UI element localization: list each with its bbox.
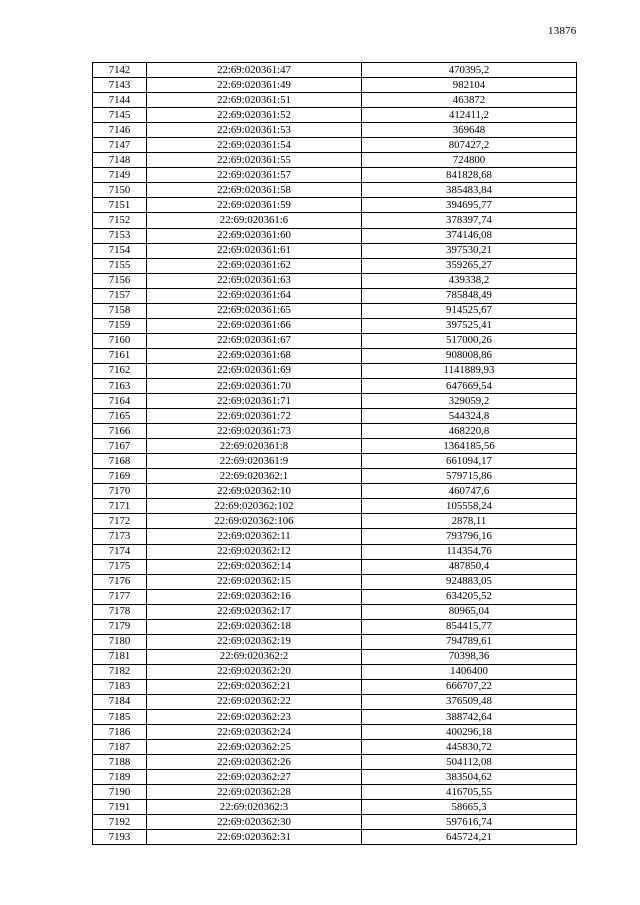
cadastral-number-cell: 22:69:020361:6 [147, 213, 362, 228]
row-number-cell: 7182 [93, 664, 147, 679]
cadastral-value-cell: 400296,18 [362, 725, 577, 740]
cadastral-number-cell: 22:69:020362:26 [147, 755, 362, 770]
row-number-cell: 7162 [93, 363, 147, 378]
cadastral-value-cell: 854415,77 [362, 619, 577, 634]
cadastral-value-cell: 58665,3 [362, 800, 577, 815]
cadastral-value-cell: 374146,08 [362, 228, 577, 243]
row-number-cell: 7189 [93, 770, 147, 785]
row-number-cell: 7152 [93, 213, 147, 228]
cadastral-value-cell: 369648 [362, 123, 577, 138]
cadastral-value-cell: 416705,55 [362, 785, 577, 800]
cadastral-value-cell: 378397,74 [362, 213, 577, 228]
row-number-cell: 7165 [93, 409, 147, 424]
cadastral-number-cell: 22:69:020362:22 [147, 694, 362, 709]
cadastral-value-cell: 114354,76 [362, 544, 577, 559]
row-number-cell: 7144 [93, 93, 147, 108]
cadastral-number-cell: 22:69:020362:12 [147, 544, 362, 559]
table-row [93, 634, 577, 649]
cadastral-number-cell: 22:69:020362:21 [147, 679, 362, 694]
cadastral-value-cell: 645724,21 [362, 830, 577, 845]
row-number-cell: 7156 [93, 273, 147, 288]
row-number-cell: 7153 [93, 228, 147, 243]
cadastral-value-cell: 445830,72 [362, 740, 577, 755]
table-row [93, 123, 577, 138]
row-number-cell: 7178 [93, 604, 147, 619]
table-row [93, 363, 577, 378]
cadastral-number-cell: 22:69:020361:64 [147, 288, 362, 303]
cadastral-number-cell: 22:69:020361:69 [147, 363, 362, 378]
table-row [93, 108, 577, 123]
table-row [93, 303, 577, 318]
cadastral-value-cell: 70398,36 [362, 649, 577, 664]
row-number-cell: 7157 [93, 288, 147, 303]
cadastral-value-cell: 661094,17 [362, 454, 577, 469]
cadastral-number-cell: 22:69:020361:59 [147, 198, 362, 213]
table-row [93, 454, 577, 469]
row-number-cell: 7143 [93, 78, 147, 93]
row-number-cell: 7171 [93, 499, 147, 514]
cadastral-number-cell: 22:69:020361:47 [147, 63, 362, 78]
row-number-cell: 7186 [93, 725, 147, 740]
table-row [93, 439, 577, 454]
cadastral-number-cell: 22:69:020362:18 [147, 619, 362, 634]
table-row [93, 183, 577, 198]
table-row [93, 213, 577, 228]
cadastral-number-cell: 22:69:020361:9 [147, 454, 362, 469]
table-row [93, 499, 577, 514]
cadastral-value-table [92, 62, 577, 845]
table-row [93, 198, 577, 213]
cadastral-number-cell: 22:69:020361:70 [147, 378, 362, 393]
cadastral-number-cell: 22:69:020362:14 [147, 559, 362, 574]
cadastral-number-cell: 22:69:020362:2 [147, 649, 362, 664]
cadastral-number-cell: 22:69:020361:67 [147, 333, 362, 348]
row-number-cell: 7161 [93, 348, 147, 363]
row-number-cell: 7149 [93, 168, 147, 183]
row-number-cell: 7166 [93, 424, 147, 439]
cadastral-value-cell: 463872 [362, 93, 577, 108]
row-number-cell: 7177 [93, 589, 147, 604]
row-number-cell: 7176 [93, 574, 147, 589]
table-body [93, 63, 577, 845]
table-row [93, 770, 577, 785]
row-number-cell: 7170 [93, 484, 147, 499]
row-number-cell: 7159 [93, 318, 147, 333]
cadastral-number-cell: 22:69:020362:28 [147, 785, 362, 800]
cadastral-number-cell: 22:69:020361:53 [147, 123, 362, 138]
table-row [93, 604, 577, 619]
cadastral-value-cell: 807427,2 [362, 138, 577, 153]
cadastral-value-table-container [92, 62, 577, 845]
row-number-cell: 7180 [93, 634, 147, 649]
cadastral-value-cell: 397525,41 [362, 318, 577, 333]
row-number-cell: 7147 [93, 138, 147, 153]
row-number-cell: 7173 [93, 529, 147, 544]
table-row [93, 394, 577, 409]
row-number-cell: 7191 [93, 800, 147, 815]
cadastral-number-cell: 22:69:020362:20 [147, 664, 362, 679]
cadastral-number-cell: 22:69:020361:52 [147, 108, 362, 123]
cadastral-value-cell: 924883,05 [362, 574, 577, 589]
cadastral-number-cell: 22:69:020362:1 [147, 469, 362, 484]
cadastral-number-cell: 22:69:020362:30 [147, 815, 362, 830]
cadastral-number-cell: 22:69:020361:55 [147, 153, 362, 168]
table-row [93, 679, 577, 694]
table-row [93, 409, 577, 424]
row-number-cell: 7185 [93, 710, 147, 725]
row-number-cell: 7174 [93, 544, 147, 559]
cadastral-number-cell: 22:69:020362:23 [147, 710, 362, 725]
row-number-cell: 7172 [93, 514, 147, 529]
cadastral-value-cell: 785848,49 [362, 288, 577, 303]
row-number-cell: 7190 [93, 785, 147, 800]
table-row [93, 138, 577, 153]
table-row [93, 830, 577, 845]
row-number-cell: 7193 [93, 830, 147, 845]
row-number-cell: 7169 [93, 469, 147, 484]
row-number-cell: 7183 [93, 679, 147, 694]
cadastral-number-cell: 22:69:020362:25 [147, 740, 362, 755]
cadastral-value-cell: 412411,2 [362, 108, 577, 123]
table-row [93, 318, 577, 333]
cadastral-number-cell: 22:69:020362:106 [147, 514, 362, 529]
cadastral-value-cell: 329059,2 [362, 394, 577, 409]
cadastral-number-cell: 22:69:020362:24 [147, 725, 362, 740]
row-number-cell: 7150 [93, 183, 147, 198]
cadastral-value-cell: 908008,86 [362, 348, 577, 363]
cadastral-value-cell: 385483,84 [362, 183, 577, 198]
row-number-cell: 7154 [93, 243, 147, 258]
cadastral-number-cell: 22:69:020362:102 [147, 499, 362, 514]
cadastral-number-cell: 22:69:020361:58 [147, 183, 362, 198]
row-number-cell: 7167 [93, 439, 147, 454]
cadastral-number-cell: 22:69:020361:8 [147, 439, 362, 454]
cadastral-number-cell: 22:69:020361:60 [147, 228, 362, 243]
table-row [93, 258, 577, 273]
row-number-cell: 7187 [93, 740, 147, 755]
cadastral-number-cell: 22:69:020362:27 [147, 770, 362, 785]
cadastral-value-cell: 470395,2 [362, 63, 577, 78]
table-row [93, 589, 577, 604]
table-row [93, 740, 577, 755]
table-row [93, 78, 577, 93]
row-number-cell: 7148 [93, 153, 147, 168]
cadastral-value-cell: 80965,04 [362, 604, 577, 619]
cadastral-value-cell: 2878,11 [362, 514, 577, 529]
cadastral-value-cell: 388742,64 [362, 710, 577, 725]
cadastral-value-cell: 634205,52 [362, 589, 577, 604]
cadastral-value-cell: 504112,08 [362, 755, 577, 770]
cadastral-value-cell: 359265,27 [362, 258, 577, 273]
table-row [93, 785, 577, 800]
cadastral-number-cell: 22:69:020361:49 [147, 78, 362, 93]
cadastral-value-cell: 793796,16 [362, 529, 577, 544]
table-row [93, 168, 577, 183]
cadastral-value-cell: 794789,61 [362, 634, 577, 649]
row-number-cell: 7142 [93, 63, 147, 78]
cadastral-number-cell: 22:69:020362:17 [147, 604, 362, 619]
table-row [93, 815, 577, 830]
cadastral-value-cell: 647669,54 [362, 378, 577, 393]
table-row [93, 649, 577, 664]
cadastral-number-cell: 22:69:020361:65 [147, 303, 362, 318]
table-row [93, 469, 577, 484]
cadastral-number-cell: 22:69:020361:54 [147, 138, 362, 153]
cadastral-number-cell: 22:69:020362:10 [147, 484, 362, 499]
table-row [93, 63, 577, 78]
row-number-cell: 7160 [93, 333, 147, 348]
row-number-cell: 7155 [93, 258, 147, 273]
row-number-cell: 7151 [93, 198, 147, 213]
table-row [93, 544, 577, 559]
cadastral-number-cell: 22:69:020361:73 [147, 424, 362, 439]
cadastral-value-cell: 544324,8 [362, 409, 577, 424]
cadastral-number-cell: 22:69:020361:57 [147, 168, 362, 183]
row-number-cell: 7179 [93, 619, 147, 634]
table-row [93, 228, 577, 243]
cadastral-number-cell: 22:69:020362:19 [147, 634, 362, 649]
cadastral-value-cell: 597616,74 [362, 815, 577, 830]
row-number-cell: 7163 [93, 378, 147, 393]
cadastral-value-cell: 1364185,56 [362, 439, 577, 454]
table-row [93, 710, 577, 725]
cadastral-number-cell: 22:69:020362:3 [147, 800, 362, 815]
cadastral-value-cell: 982104 [362, 78, 577, 93]
cadastral-value-cell: 383504,62 [362, 770, 577, 785]
cadastral-number-cell: 22:69:020362:31 [147, 830, 362, 845]
row-number-cell: 7146 [93, 123, 147, 138]
page-number: 13876 [548, 25, 577, 37]
cadastral-value-cell: 666707,22 [362, 679, 577, 694]
table-row [93, 574, 577, 589]
table-row [93, 514, 577, 529]
cadastral-value-cell: 468220,8 [362, 424, 577, 439]
cadastral-number-cell: 22:69:020361:68 [147, 348, 362, 363]
table-row [93, 529, 577, 544]
table-row [93, 273, 577, 288]
table-row [93, 333, 577, 348]
table-row [93, 93, 577, 108]
table-row [93, 725, 577, 740]
cadastral-number-cell: 22:69:020361:61 [147, 243, 362, 258]
cadastral-value-cell: 914525,67 [362, 303, 577, 318]
table-row [93, 484, 577, 499]
table-row [93, 694, 577, 709]
cadastral-number-cell: 22:69:020361:62 [147, 258, 362, 273]
cadastral-value-cell: 105558,24 [362, 499, 577, 514]
table-row [93, 378, 577, 393]
cadastral-value-cell: 394695,77 [362, 198, 577, 213]
row-number-cell: 7192 [93, 815, 147, 830]
row-number-cell: 7158 [93, 303, 147, 318]
cadastral-value-cell: 376509,48 [362, 694, 577, 709]
row-number-cell: 7175 [93, 559, 147, 574]
table-row [93, 348, 577, 363]
table-row [93, 288, 577, 303]
cadastral-number-cell: 22:69:020362:16 [147, 589, 362, 604]
cadastral-number-cell: 22:69:020362:11 [147, 529, 362, 544]
table-row [93, 243, 577, 258]
row-number-cell: 7181 [93, 649, 147, 664]
table-row [93, 153, 577, 168]
row-number-cell: 7145 [93, 108, 147, 123]
cadastral-value-cell: 1406400 [362, 664, 577, 679]
row-number-cell: 7164 [93, 394, 147, 409]
cadastral-number-cell: 22:69:020361:63 [147, 273, 362, 288]
table-row [93, 424, 577, 439]
row-number-cell: 7184 [93, 694, 147, 709]
cadastral-number-cell: 22:69:020361:72 [147, 409, 362, 424]
table-row [93, 800, 577, 815]
table-row [93, 755, 577, 770]
row-number-cell: 7168 [93, 454, 147, 469]
cadastral-number-cell: 22:69:020361:51 [147, 93, 362, 108]
cadastral-value-cell: 397530,21 [362, 243, 577, 258]
cadastral-value-cell: 579715,86 [362, 469, 577, 484]
table-row [93, 664, 577, 679]
cadastral-value-cell: 841828,68 [362, 168, 577, 183]
table-row [93, 619, 577, 634]
cadastral-value-cell: 487850,4 [362, 559, 577, 574]
table-row [93, 559, 577, 574]
cadastral-value-cell: 439338,2 [362, 273, 577, 288]
cadastral-number-cell: 22:69:020362:15 [147, 574, 362, 589]
cadastral-value-cell: 517000,26 [362, 333, 577, 348]
cadastral-value-cell: 1141889,93 [362, 363, 577, 378]
row-number-cell: 7188 [93, 755, 147, 770]
cadastral-value-cell: 460747,6 [362, 484, 577, 499]
cadastral-number-cell: 22:69:020361:71 [147, 394, 362, 409]
cadastral-value-cell: 724800 [362, 153, 577, 168]
cadastral-number-cell: 22:69:020361:66 [147, 318, 362, 333]
